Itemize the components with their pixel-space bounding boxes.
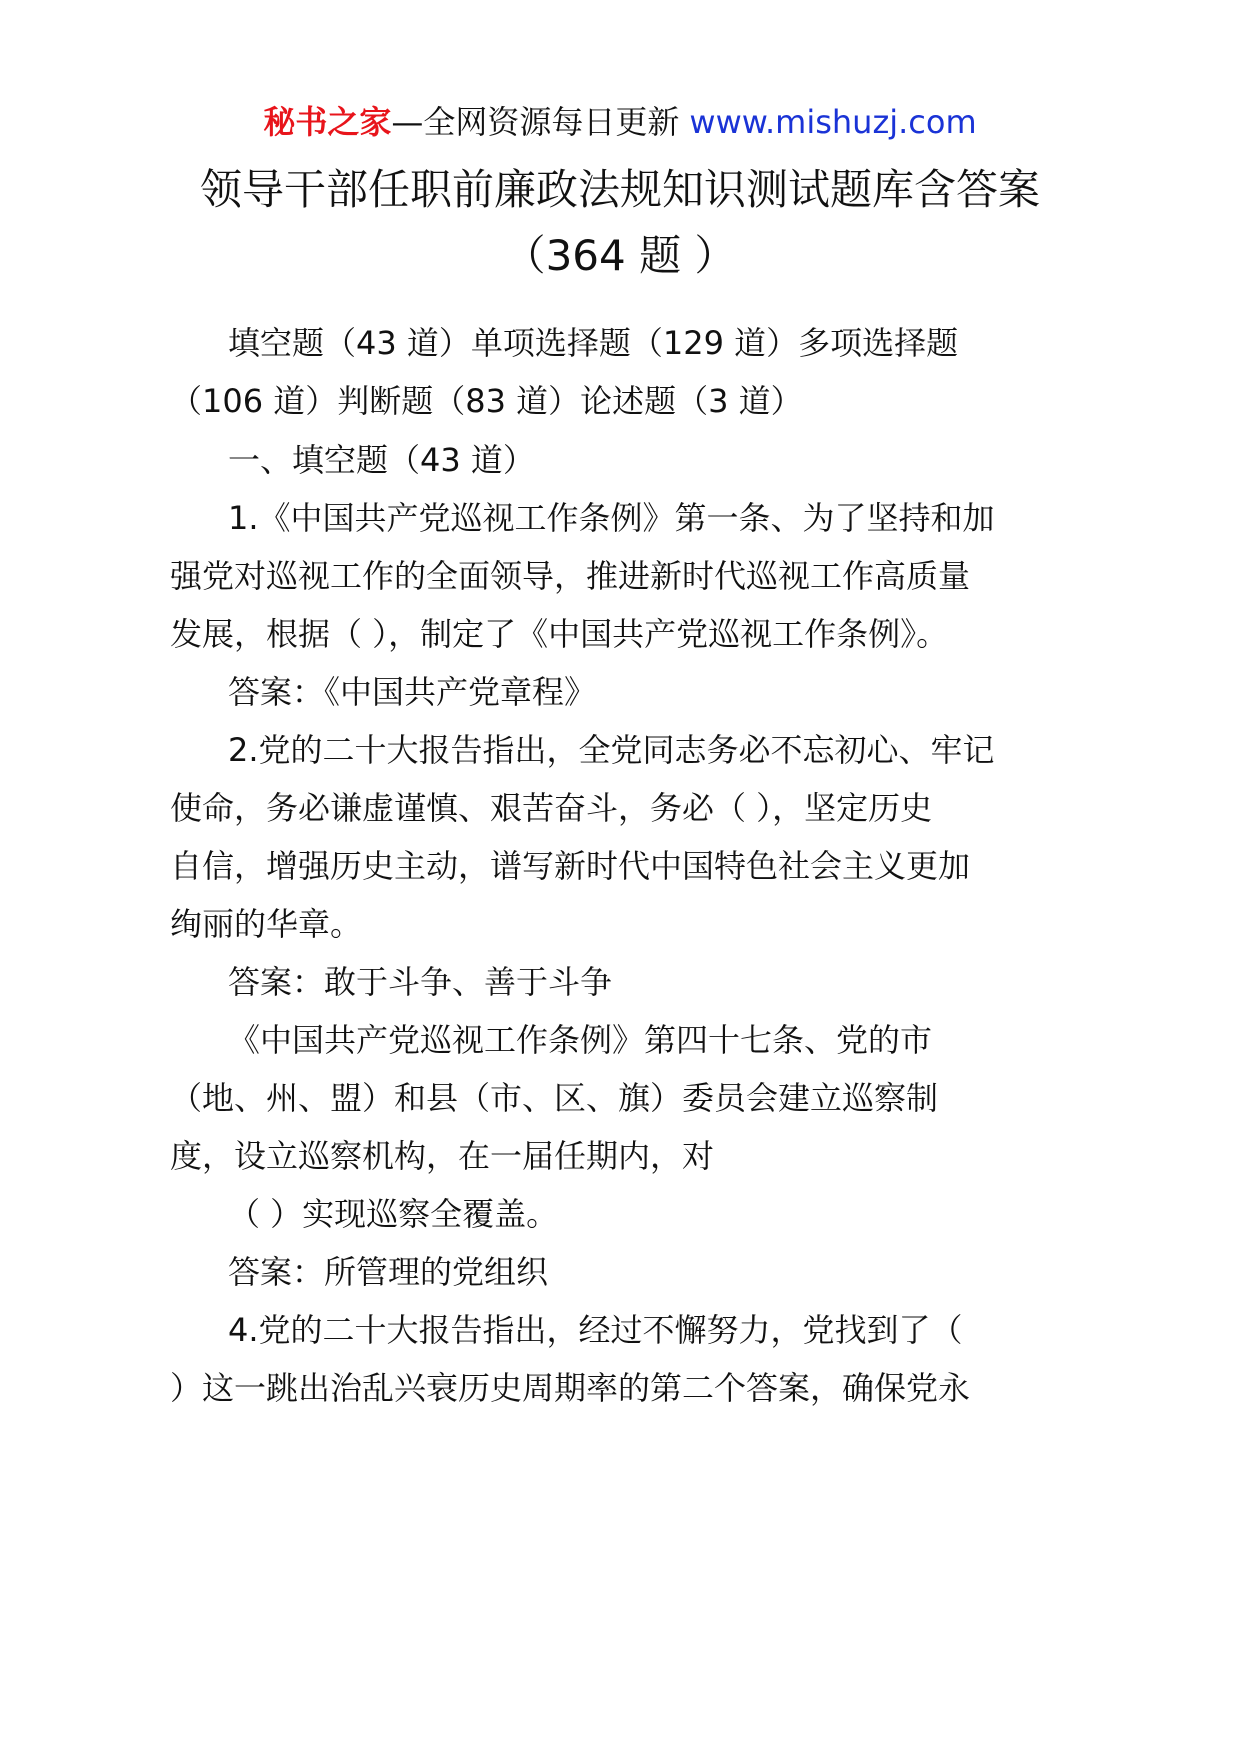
question-line: 自信，增强历史主动，谱写新时代中国特色社会主义更加 — [170, 847, 971, 885]
brand-name: 秘书之家 — [263, 103, 392, 141]
question-line: 2.党的二十大报告指出，全党同志务必不忘初心、牢记 — [228, 731, 995, 769]
site-url-link[interactable]: www.mishuzj.com — [689, 103, 977, 141]
section-heading: 一、填空题（43 道） — [228, 441, 535, 479]
answer-line: 答案：所管理的党组织 — [228, 1253, 549, 1291]
question-line: 《中国共产党巡视工作条例》第四十七条、党的市 — [228, 1021, 933, 1059]
question-line: （ ）实现巡察全覆盖。 — [228, 1195, 559, 1233]
question-line: 绚丽的华章。 — [170, 905, 363, 943]
question-line: ）这一跳出治乱兴衰历史周期率的第二个答案，确保党永 — [170, 1369, 971, 1407]
header-dash: — — [391, 103, 424, 141]
question-line: 强党对巡视工作的全面领导，推进新时代巡视工作高质量 — [170, 557, 971, 595]
document-subtitle: （364 题 ） — [503, 231, 737, 280]
summary-line: （106 道）判断题（83 道）论述题（3 道） — [170, 382, 803, 420]
answer-line: 答案：《中国共产党章程》 — [228, 673, 597, 711]
question-line: 发展，根据（ ），制定了《中国共产党巡视工作条例》。 — [170, 615, 949, 653]
header-slogan: 全网资源每日更新 — [423, 103, 680, 141]
answer-line: 答案：敢于斗争、善于斗争 — [228, 963, 613, 1001]
question-line: 1.《中国共产党巡视工作条例》第一条、为了坚持和加 — [228, 499, 995, 537]
question-line: 度，设立巡察机构，在一届任期内，对 — [170, 1137, 715, 1175]
document-title: 领导干部任职前廉政法规知识测试题库含答案 — [199, 165, 1040, 214]
site-header — [0, 100, 1240, 144]
summary-line: 填空题（43 道）单项选择题（129 道）多项选择题 — [228, 324, 959, 362]
question-line: 4.党的二十大报告指出，经过不懈努力，党找到了（ — [228, 1311, 963, 1349]
question-line: （地、州、盟）和县（市、区、旗）委员会建立巡察制 — [170, 1079, 939, 1117]
question-line: 使命，务必谦虚谨慎、艰苦奋斗，务必（ ），坚定历史 — [170, 789, 933, 827]
